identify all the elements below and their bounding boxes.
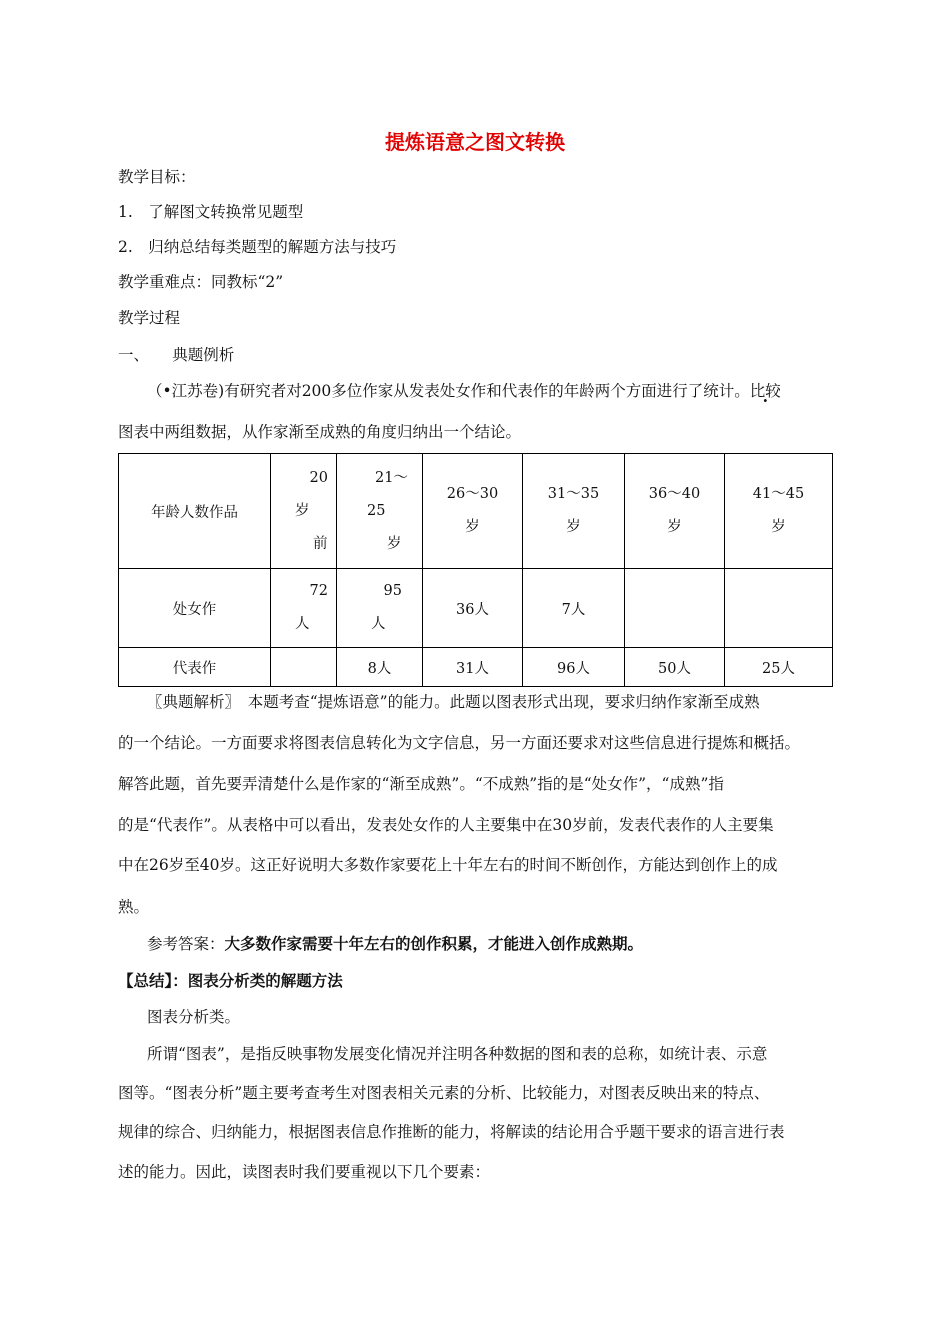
paragraph-line: 规律的综合、归纳能力，根据图表信息作推断的能力，将解读的结论用合乎题干要求的语言进行表: [118, 1123, 785, 1141]
question-line: [147, 379, 781, 401]
summary-heading: 【总结】：图表分析类的解题方法: [118, 971, 343, 990]
paragraph-line: 图表分析类。: [147, 1008, 241, 1026]
cell-text: 72: [309, 583, 328, 599]
paragraph-line: 所谓“图表”，是指反映事物发展变化情况并注明各种数据的图和表的总称，如统计表、示意: [147, 1045, 768, 1063]
answer-line: [147, 932, 643, 954]
cell-text: 26～30: [446, 486, 499, 502]
table-corner-cell: [119, 454, 271, 569]
cell-text: 岁: [387, 535, 402, 552]
emphasis-text: 比较: [749, 382, 781, 400]
difficulty-line: 教学重难点：同教标“2”: [118, 273, 284, 291]
cell-text: 人: [371, 616, 386, 632]
table-cell: [625, 648, 725, 687]
analysis-line: 的是“代表作”。从表格中可以看出，发表处女作的人主要集中在30岁前，发表代表作的人主要集: [118, 816, 774, 834]
cell-text: 36人: [456, 601, 489, 618]
table-cell: [725, 569, 833, 648]
question-text: （•江苏卷)有研究者对200多位作家从发表处女作和代表作的年龄两个方面进行了统计。: [147, 382, 750, 400]
table-row: [119, 569, 833, 648]
cell-text: 岁: [465, 519, 480, 535]
goals-heading: 教学目标：: [118, 168, 196, 186]
analysis-line: 〖典题解析〗 本题考查“提炼语意”的能力。此题以图表形式出现，要求归纳作家渐至成熟: [147, 693, 760, 711]
page-title: 提炼语意之图文转换: [385, 130, 565, 154]
section-heading: 一、 典题例析: [118, 346, 235, 364]
table-cell: [337, 648, 423, 687]
answer-text: 大多数作家需要十年左右的创作积累，才能进入创作成熟期。: [224, 934, 644, 953]
cell-text: 7人: [561, 601, 586, 618]
table-cell: [725, 648, 833, 687]
table-cell: [423, 648, 523, 687]
cell-text: 31人: [456, 660, 489, 677]
row-label-cell: [119, 648, 271, 687]
answer-label: 参考答案：: [147, 935, 225, 953]
table-cell: [523, 648, 625, 687]
paragraph-line: 图等。“图表分析”题主要考查考生对图表相关元素的分析、比较能力，对图表反映出来的特点、: [118, 1084, 770, 1102]
cell-text: 人: [295, 616, 310, 632]
cell-text: 岁: [771, 519, 786, 535]
cell-text: 年龄人数作品: [151, 504, 238, 521]
table-cell: [523, 569, 625, 648]
data-table: [118, 453, 833, 687]
table-header-cell: [523, 454, 625, 569]
table-header-row: [119, 454, 833, 569]
cell-text: 21～: [375, 469, 408, 486]
analysis-line: 中在26岁至40岁。这正好说明大多数作家要花上十年左右的时间不断创作，方能达到创作上的成: [118, 856, 778, 874]
cell-text: 前: [313, 535, 328, 552]
cell-text: 41～45: [752, 486, 805, 502]
cell-text: 95: [383, 583, 402, 599]
cell-text: 31～35: [547, 486, 600, 502]
row-label-cell: [119, 569, 271, 648]
table-header-cell: [337, 454, 423, 569]
goal-item: 1. 了解图文转换常见题型: [118, 203, 304, 221]
analysis-line: 解答此题，首先要弄清楚什么是作家的“渐至成熟”。“不成熟”指的是“处女作”，“成熟”指: [118, 775, 724, 793]
process-heading: 教学过程: [118, 309, 181, 327]
goal-item: 2. 归纳总结每类题型的解题方法与技巧: [118, 238, 397, 256]
table-header-cell: [625, 454, 725, 569]
table-cell: [423, 569, 523, 648]
paragraph-line: 述的能力。因此，读图表时我们要重视以下几个要素：: [118, 1163, 491, 1181]
table-header-cell: [271, 454, 337, 569]
cell-text: 50人: [658, 660, 691, 677]
cell-text: 岁: [667, 519, 682, 535]
table-row: [119, 648, 833, 687]
cell-text: 处女作: [172, 601, 217, 618]
cell-text: 25: [367, 502, 386, 519]
table-cell: [337, 569, 423, 648]
cell-text: 8人: [367, 660, 392, 677]
cell-text: 岁: [566, 519, 581, 535]
question-line: 图表中两组数据，从作家渐至成熟的角度归纳出一个结论。: [118, 423, 522, 441]
cell-text: 岁: [295, 502, 310, 519]
analysis-line: 熟。: [118, 898, 150, 916]
cell-text: 代表作: [172, 660, 217, 677]
table-cell: [271, 648, 337, 687]
table-cell: [625, 569, 725, 648]
analysis-line: 的一个结论。一方面要求将图表信息转化为文字信息，另一方面还要求对这些信息进行提炼和概括。: [118, 734, 801, 752]
cell-text: 20: [309, 469, 328, 486]
cell-text: 96人: [557, 660, 590, 677]
table-header-cell: [423, 454, 523, 569]
cell-text: 36～40: [648, 486, 701, 502]
table-header-cell: [725, 454, 833, 569]
table-cell: [271, 569, 337, 648]
cell-text: 25人: [762, 660, 795, 677]
